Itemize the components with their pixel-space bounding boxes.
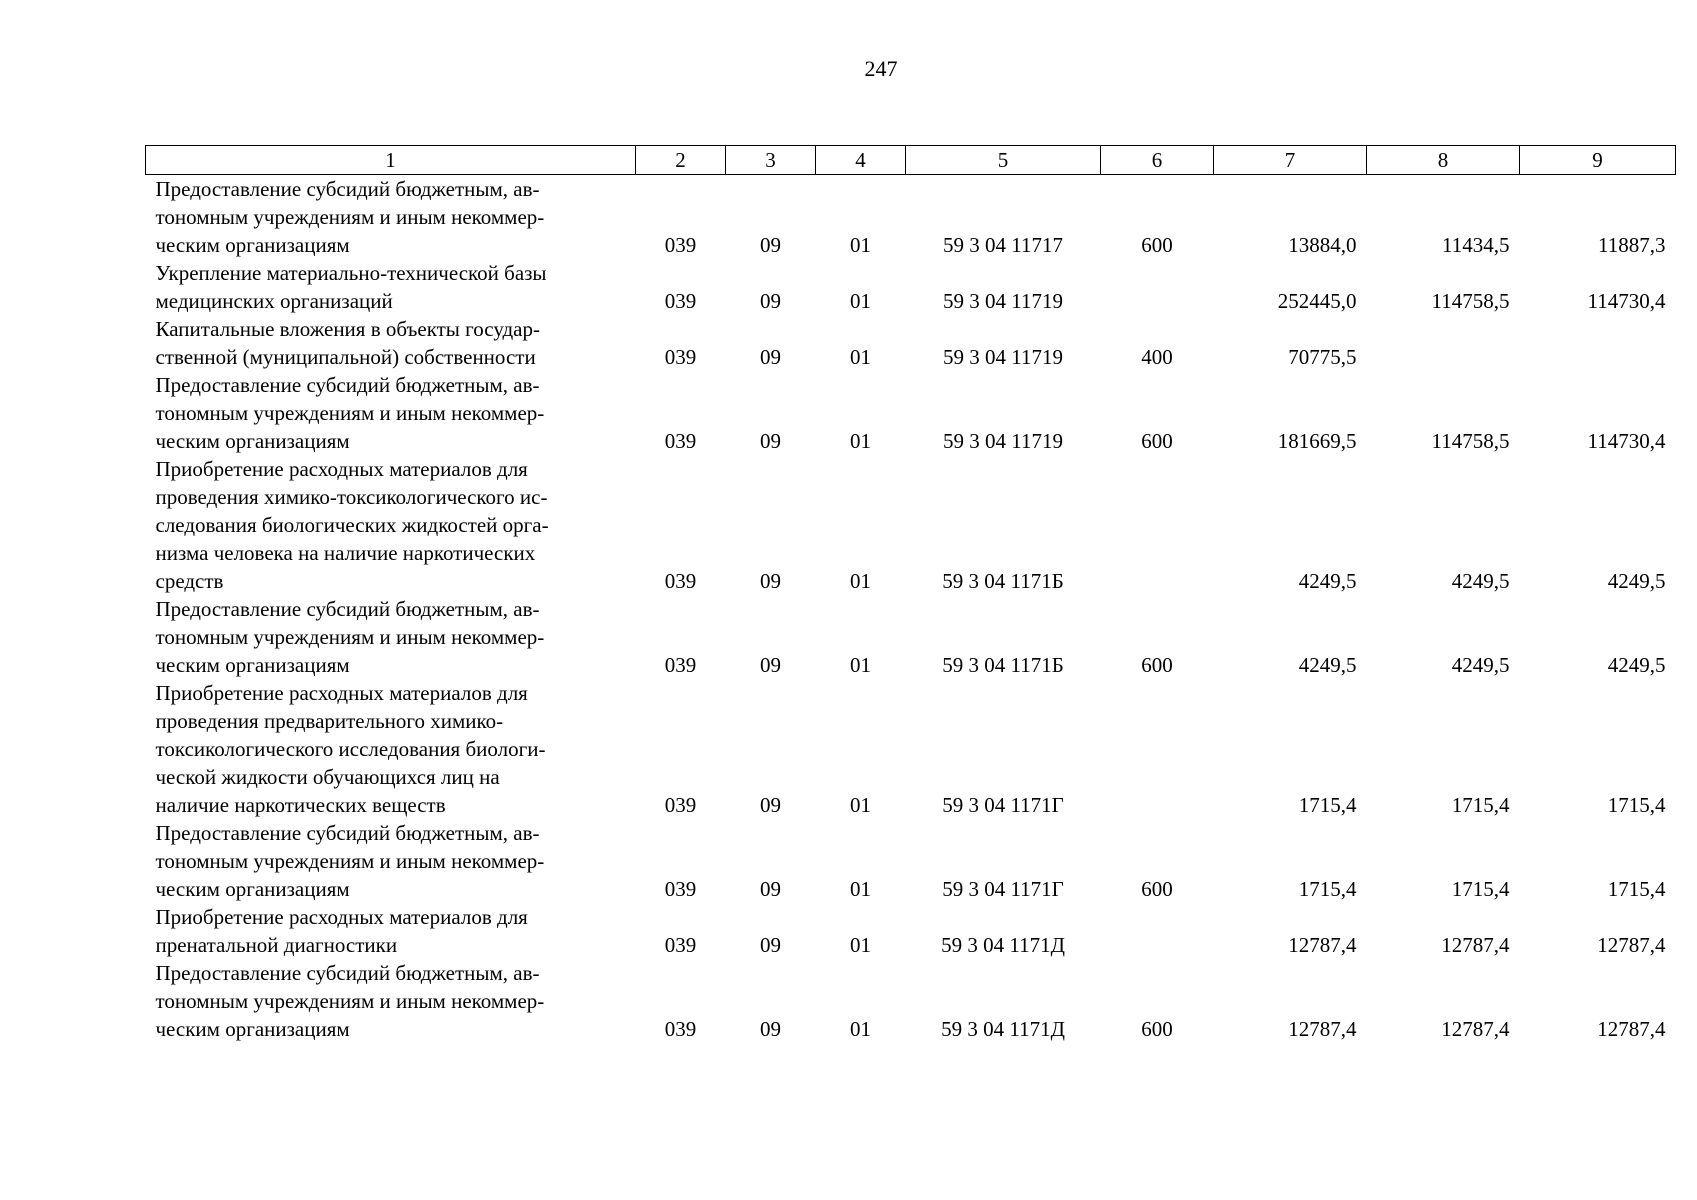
cell-c4: 01 [850, 793, 871, 817]
column-header-5: 5 [906, 146, 1101, 175]
cell-c9 [1520, 315, 1676, 371]
column-header-4: 4 [816, 146, 906, 175]
cell-c3: 09 [760, 345, 781, 369]
cell-c3: 09 [760, 877, 781, 901]
cell-c7: 70775,5 [1288, 345, 1357, 369]
cell-c7: 181669,5 [1277, 429, 1357, 453]
column-header-8: 8 [1367, 146, 1520, 175]
page-number: 247 [864, 56, 898, 81]
table-row [146, 371, 1676, 455]
table-body [146, 175, 1676, 1044]
table-row [146, 819, 1676, 903]
cell-c2: 039 [664, 877, 697, 901]
cell-c7: 252445,0 [1277, 289, 1357, 313]
cell-c3: 09 [760, 569, 781, 593]
cell-c2: 039 [664, 653, 697, 677]
cell-c8: 4249,5 [1451, 653, 1510, 677]
cell-c8: 11434,5 [1442, 233, 1510, 257]
table-row [146, 455, 1676, 595]
cell-c7: 12787,4 [1288, 933, 1357, 957]
cell-c4: 01 [850, 653, 871, 677]
cell-c3: 09 [760, 289, 781, 313]
cell-c9: 1715,4 [1607, 793, 1666, 817]
cell-c3: 09 [760, 653, 781, 677]
row-description: Приобретение расходных материалов для пренатальной диагностики [155, 905, 528, 957]
column-header-9: 9 [1520, 146, 1676, 175]
cell-c8: 12787,4 [1441, 933, 1510, 957]
column-header-1: 1 [146, 146, 636, 175]
cell-c9: 114730,4 [1587, 289, 1666, 313]
row-description: Приобретение расходных материалов для проведения предварительного химико- токсикологического исследования биологи- ческой жидкости обучающихся лиц на наличие наркотических веществ [155, 681, 546, 817]
cell-c5: 59 3 04 11719 [943, 289, 1063, 313]
cell-c4: 01 [850, 569, 871, 593]
cell-c5: 59 3 04 11719 [943, 345, 1063, 369]
table-row [146, 595, 1676, 679]
cell-c5: 59 3 04 1171Б [942, 569, 1064, 593]
cell-c6 [1101, 679, 1214, 819]
cell-c9: 4249,5 [1607, 653, 1666, 677]
table-row [146, 259, 1676, 315]
cell-c5: 59 3 04 1171Б [942, 653, 1064, 677]
cell-c2: 039 [664, 429, 697, 453]
cell-c8: 114758,5 [1431, 289, 1510, 313]
column-number-header-row [146, 146, 1676, 175]
cell-c6 [1101, 455, 1214, 595]
cell-c8 [1367, 315, 1520, 371]
cell-c6 [1101, 259, 1214, 315]
cell-c6: 400 [1141, 345, 1173, 369]
cell-c2: 039 [664, 233, 697, 257]
table-row [146, 315, 1676, 371]
cell-c2: 039 [664, 569, 697, 593]
cell-c3: 09 [760, 1017, 781, 1041]
cell-c9: 12787,4 [1597, 1017, 1666, 1041]
cell-c4: 01 [850, 233, 871, 257]
row-description: Приобретение расходных материалов для проведения химико-токсикологического ис- следования биологических жидкостей орга- низма человека на наличие наркотических средств [155, 457, 549, 593]
cell-c3: 09 [760, 793, 781, 817]
cell-c5: 59 3 04 1171Г [942, 877, 1064, 901]
cell-c4: 01 [850, 289, 871, 313]
column-header-6: 6 [1101, 146, 1214, 175]
cell-c4: 01 [850, 1017, 871, 1041]
cell-c6: 600 [1141, 233, 1173, 257]
cell-c8: 1715,4 [1451, 793, 1510, 817]
cell-c5: 59 3 04 11717 [943, 233, 1063, 257]
cell-c7: 4249,5 [1298, 569, 1357, 593]
cell-c2: 039 [664, 289, 697, 313]
row-description: Предоставление субсидий бюджетным, ав- тономным учреждениям и иным некоммер- ческим организациям [155, 177, 545, 257]
cell-c3: 09 [760, 233, 781, 257]
cell-c2: 039 [664, 345, 697, 369]
cell-c7: 4249,5 [1298, 653, 1357, 677]
row-description: Предоставление субсидий бюджетным, ав- тономным учреждениям и иным некоммер- ческим организациям [155, 821, 545, 901]
cell-c7: 12787,4 [1288, 1017, 1357, 1041]
table-row [146, 903, 1676, 959]
column-header-7: 7 [1214, 146, 1367, 175]
cell-c6: 600 [1141, 653, 1173, 677]
cell-c6: 600 [1141, 1017, 1173, 1041]
cell-c8: 114758,5 [1431, 429, 1510, 453]
table-row [146, 959, 1676, 1043]
column-header-3: 3 [726, 146, 816, 175]
cell-c5: 59 3 04 1171Д [941, 1017, 1065, 1041]
cell-c3: 09 [760, 429, 781, 453]
cell-c8: 1715,4 [1451, 877, 1510, 901]
table-row [146, 175, 1676, 260]
cell-c4: 01 [850, 429, 871, 453]
cell-c4: 01 [850, 933, 871, 957]
row-description: Предоставление субсидий бюджетным, ав- тономным учреждениям и иным некоммер- ческим организациям [155, 961, 545, 1041]
cell-c9: 12787,4 [1597, 933, 1666, 957]
table-row [146, 679, 1676, 819]
cell-c6: 600 [1141, 877, 1173, 901]
row-description: Капитальные вложения в объекты государ- ственной (муниципальной) собственности [155, 317, 541, 369]
cell-c7: 13884,0 [1288, 233, 1357, 257]
cell-c5: 59 3 04 11719 [943, 429, 1063, 453]
column-header-2: 2 [636, 146, 726, 175]
cell-c6: 600 [1141, 429, 1173, 453]
row-description: Предоставление субсидий бюджетным, ав- тономным учреждениям и иным некоммер- ческим организациям [155, 373, 545, 453]
cell-c7: 1715,4 [1298, 793, 1357, 817]
cell-c8: 12787,4 [1441, 1017, 1510, 1041]
cell-c8: 4249,5 [1451, 569, 1510, 593]
row-description: Укрепление материально-технической базы медицинских организаций [155, 261, 547, 313]
cell-c9: 11887,3 [1598, 233, 1666, 257]
row-description: Предоставление субсидий бюджетным, ав- тономным учреждениям и иным некоммер- ческим организациям [155, 597, 545, 677]
cell-c4: 01 [850, 345, 871, 369]
cell-c4: 01 [850, 877, 871, 901]
budget-table [145, 145, 1676, 1043]
cell-c2: 039 [664, 933, 697, 957]
cell-c9: 114730,4 [1587, 429, 1666, 453]
cell-c2: 039 [664, 1017, 697, 1041]
cell-c6 [1101, 903, 1214, 959]
cell-c9: 1715,4 [1607, 877, 1666, 901]
cell-c2: 039 [664, 793, 697, 817]
cell-c9: 4249,5 [1607, 569, 1666, 593]
cell-c3: 09 [760, 933, 781, 957]
cell-c5: 59 3 04 1171Г [942, 793, 1064, 817]
cell-c5: 59 3 04 1171Д [941, 933, 1065, 957]
cell-c7: 1715,4 [1298, 877, 1357, 901]
